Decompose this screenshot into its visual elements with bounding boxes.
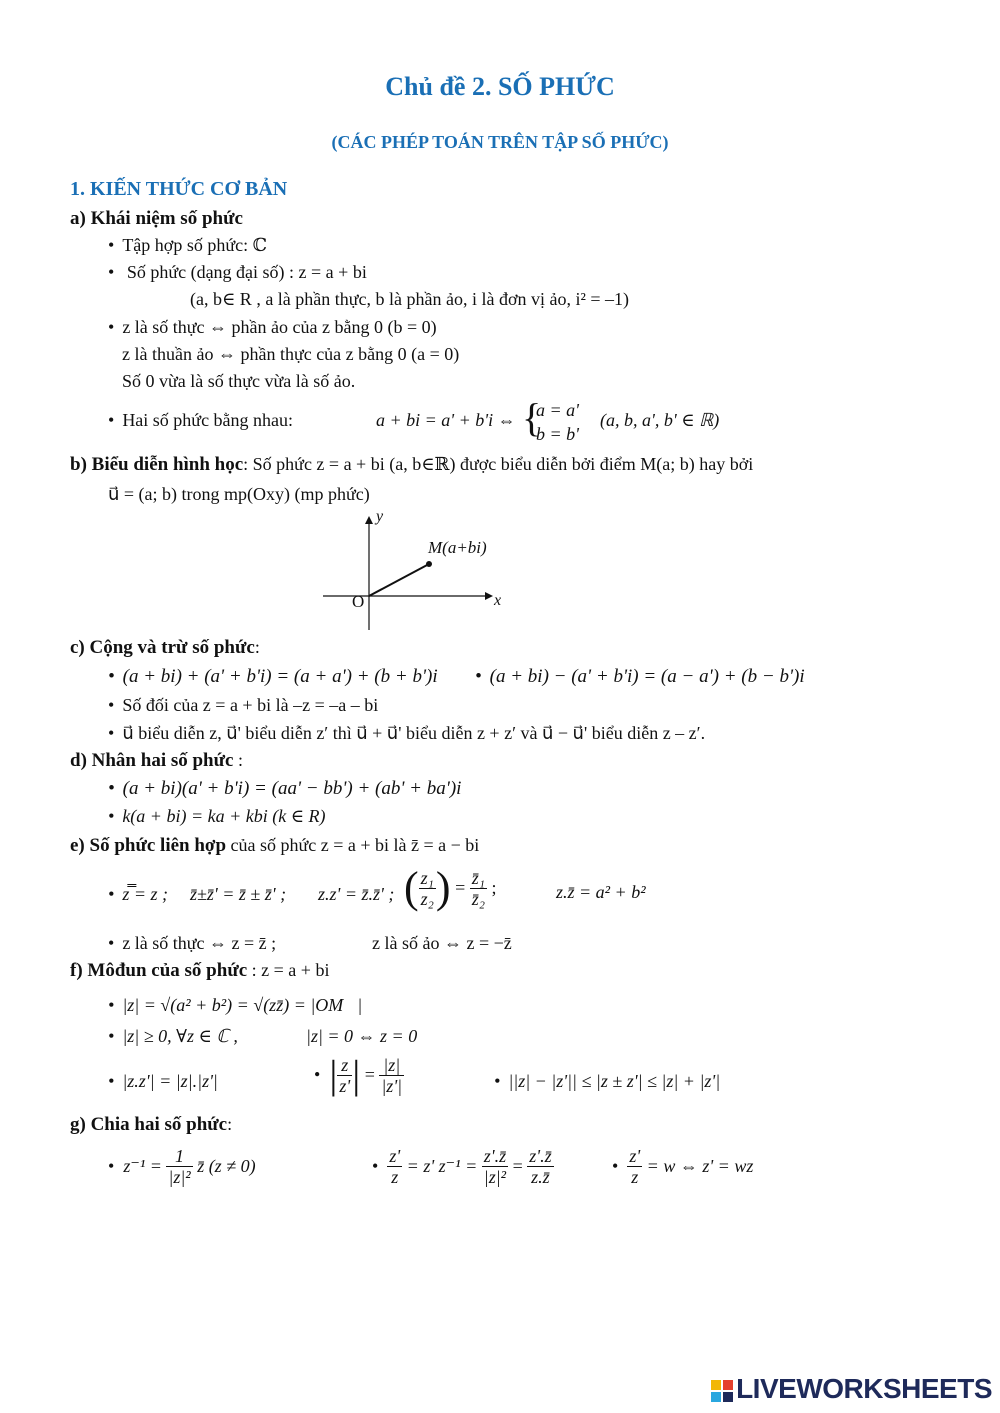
f-line-3b: • | $\frac{z}{z'}$ | = $\frac{|z|}{|z'|}$ (314, 1052, 403, 1097)
heading-f: f) Môđun của số phức (70, 960, 248, 981)
d-colon: : (233, 750, 243, 770)
g-frac-3: $\frac{z'.z̄}{\text{|z|²}}$ (483, 1146, 507, 1187)
system-brace: { (522, 395, 542, 440)
g-line-2: • $\frac{z'}{z}$ = z' z⁻¹ = $\frac{z'.z̄}{\text{|z|²}}$ = $\frac{z'.z̄}{z.z̄}$ (372, 1146, 552, 1187)
a-line-4: • z là số thực ⇔ phần ảo của z bằng 0 (b = 0) (108, 317, 437, 338)
f-heading-line (70, 960, 329, 982)
vector-om (369, 564, 429, 596)
a-line-1: • Tập hợp số phức: ℂ (108, 235, 267, 256)
axis-y-label: y (376, 508, 384, 525)
point-m (426, 561, 432, 567)
a-line-6: Số 0 vừa là số thực vừa là số ảo. (122, 371, 356, 391)
heading-g: g) Chia hai số phức (70, 1114, 228, 1135)
g-frac-1: $\frac{1}{\text{|z|²}}$ (168, 1146, 191, 1187)
f-line-1: • |z| = √(a² + b²) = √(zz̄) = |OM⃗| (108, 995, 362, 1016)
c-line-1b: • (a + bi) − (a' + b'i) = (a − a') + (b − b')i (475, 666, 805, 688)
g-frac-4: $\frac{z'.z̄}{z.z̄}$ (529, 1146, 552, 1187)
logo-icon (711, 1380, 733, 1402)
c-line-2: • Số đối của z = a + bi là –z = –a – bi (108, 695, 378, 716)
c-heading-line (70, 637, 260, 659)
complex-plane-figure (315, 510, 515, 635)
heading-b: b) Biểu diễn hình học (70, 454, 244, 475)
c-line-1a: • (a + bi) + (a' + b'i) = (a + a') + (b + b')i (108, 666, 438, 688)
b-line-2: u⃗ = (a; b) trong mp(Oxy) (mp phức) (108, 484, 370, 504)
f-line-3c: • ||z| − |z'|| ≤ |z ± z'| ≤ |z| + |z'| (494, 1071, 720, 1092)
f-frac-1: $\frac{z}{z'}$ (339, 1054, 351, 1096)
d-line-2: • k(a + bi) = ka + kbi (k ∈ R) (108, 806, 326, 827)
logo-text: LIVEWORKSHEETS (736, 1373, 992, 1404)
e-heading-line (70, 835, 479, 857)
point-label: M(a+bi) (428, 538, 487, 557)
g-line-3: • $\frac{z'}{z}$ = w ⇔ z' = wz (612, 1146, 754, 1187)
d-heading-line (70, 750, 243, 772)
heading-c: c) Cộng và trừ số phức (70, 637, 255, 658)
f-line-3a: • |z.z'| = |z|.|z'| (108, 1071, 218, 1092)
b-line-1 (70, 454, 753, 476)
a-cond: (a, b, a', b' ∈ ℝ) (600, 410, 720, 430)
a-line-7-label: • Hai số phức bằng nhau: (108, 410, 293, 431)
page-title: Chủ đề 2. SỐ PHỨC (385, 72, 615, 101)
g-frac-2: $\frac{z'}{z}$ (389, 1146, 401, 1187)
a-line-3: (a, b∈ R , a là phần thực, b là phần ảo, i là đơn vị ảo, i² = –1) (190, 289, 630, 309)
e-line-1a: • z̿ = z ; (108, 884, 168, 905)
heading-d: d) Nhân hai số phức (70, 750, 234, 771)
e-frac-2: $\frac{\text{z̄₁}}{\text{z̄₂}}$ (471, 867, 485, 909)
b-text-1: : Số phức z = a + bi (a, b∈ℝ) được biểu diễn bởi điểm M(a; b) hay bởi (243, 454, 754, 474)
section-heading: 1. KIẾN THỨC CƠ BẢN (70, 178, 288, 200)
f-line-2b: |z| = 0 ⇔ z = 0 (306, 1026, 418, 1046)
e-line-2b: z là số ảo ⇔ z = −z̄ (372, 933, 512, 953)
e-line-2a: • z là số thực ⇔ z = z̄ ; (108, 933, 276, 954)
e-text: của số phức z = a + bi là z̄ = a − bi (226, 835, 480, 855)
a-line-5: z là thuần ảo ⇔ phần thực của z bằng 0 (a = 0) (122, 344, 460, 364)
e-line-1e: z.z̄ = a² + b² (556, 882, 646, 902)
g-line-1: • z⁻¹ = $\frac{1}{\text{|z|²}}$ z̄ (z ≠ 0) (108, 1146, 256, 1187)
d-line-1: • (a + bi)(a' + b'i) = (aa' − bb') + (ab' + ba')i (108, 778, 461, 800)
g-heading-line (70, 1114, 232, 1136)
liveworksheets-logo[interactable] (711, 1373, 992, 1405)
e-line-1c: z.z' = z̄.z̄' ; (318, 884, 395, 904)
a-sys-2: b = b' (536, 424, 579, 444)
c-colon: : (254, 637, 260, 657)
heading-e: e) Số phức liên hợp (70, 835, 227, 856)
axis-x-label: x (494, 592, 502, 609)
e-line-1b: z̄±z̄' = z̄ ± z̄' ; (190, 884, 287, 904)
page-subtitle: (CÁC PHÉP TOÁN TRÊN TẬP SỐ PHỨC) (331, 132, 669, 152)
c-line-3: • u⃗ biểu diễn z, u⃗' biểu diễn z′ thì u⃗ + u⃗' biểu diễn z + z′ và u⃗ − u⃗' biểu diễn z – z′. (108, 723, 705, 744)
g-frac-5: $\frac{z'}{z}$ (629, 1146, 641, 1187)
e-frac-group: ( $\frac{\text{z₁}}{\text{z₂}}$ ) = $\frac{\text{z̄₁}}{\text{z̄₂}}$ ; (404, 863, 497, 912)
g-colon: : (227, 1114, 233, 1134)
heading-a: a) Khái niệm số phức (70, 208, 243, 229)
a-line-7-lhs: a + bi = a' + b'i ⇔ (376, 410, 516, 430)
origin-label: O (352, 592, 365, 611)
f-line-2a: • |z| ≥ 0, ∀z ∈ ℂ , (108, 1026, 238, 1047)
e-frac-1: $\frac{\text{z₁}}{\text{z₂}}$ (420, 867, 434, 909)
a-sys-1: a = a' (536, 400, 579, 420)
y-arrow (365, 516, 373, 524)
f-frac-2: $\frac{|z|}{|z'|}$ (381, 1054, 403, 1096)
a-line-2: • Số phức (dạng đại số) : z = a + bi (108, 262, 367, 283)
x-arrow (485, 592, 493, 600)
f-text: : z = a + bi (247, 960, 330, 980)
